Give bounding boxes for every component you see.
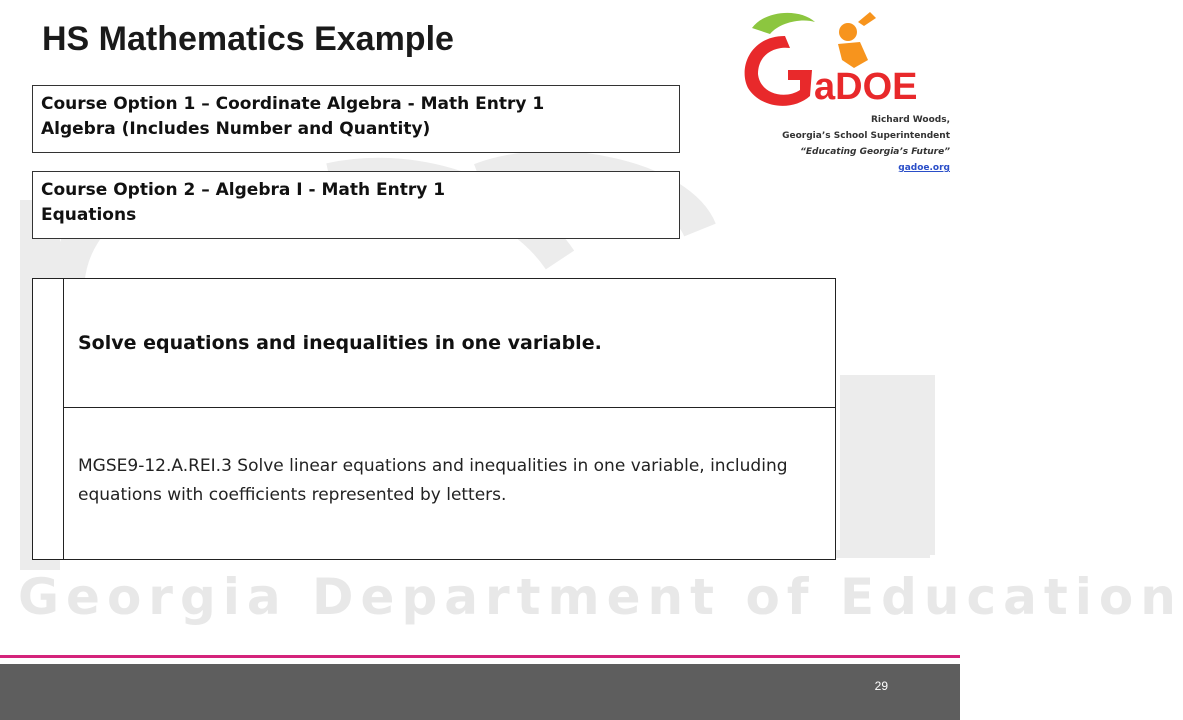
course-option-2-line1: Course Option 2 – Algebra I - Math Entry 1 xyxy=(41,180,446,200)
standards-table xyxy=(32,278,836,560)
table-gutter-column xyxy=(33,279,64,559)
watermark-text: Georgia Department of Education xyxy=(18,568,1183,626)
superintendent-role: Georgia’s School Superintendent xyxy=(782,131,950,141)
standard-text: MGSE9-12.A.REI.3 Solve linear equations and inequalities in one variable, including equations with coefficients represented by letters. xyxy=(78,456,788,505)
logo-motto: “Educating Georgia’s Future” xyxy=(800,147,950,157)
footer-accent-rule xyxy=(0,655,960,658)
course-option-2-line2: Equations xyxy=(41,205,137,225)
footer-bar xyxy=(0,664,960,720)
cluster-heading: Solve equations and inequalities in one variable. xyxy=(64,279,835,408)
slide-title: HS Mathematics Example xyxy=(42,20,454,58)
superintendent-name: Richard Woods, xyxy=(870,115,950,125)
logo-caption xyxy=(782,112,950,176)
course-option-1 xyxy=(32,85,680,153)
gadoe-link[interactable]: gadoe.org xyxy=(898,163,950,173)
course-option-1-line2: Algebra (Includes Number and Quantity) xyxy=(41,119,431,139)
page-number: 29 xyxy=(874,679,888,693)
course-option-2 xyxy=(32,171,680,239)
course-option-1-line1: Course Option 1 – Coordinate Algebra - Math Entry 1 xyxy=(41,94,545,114)
logo-wordmark: aDOE xyxy=(814,66,918,108)
